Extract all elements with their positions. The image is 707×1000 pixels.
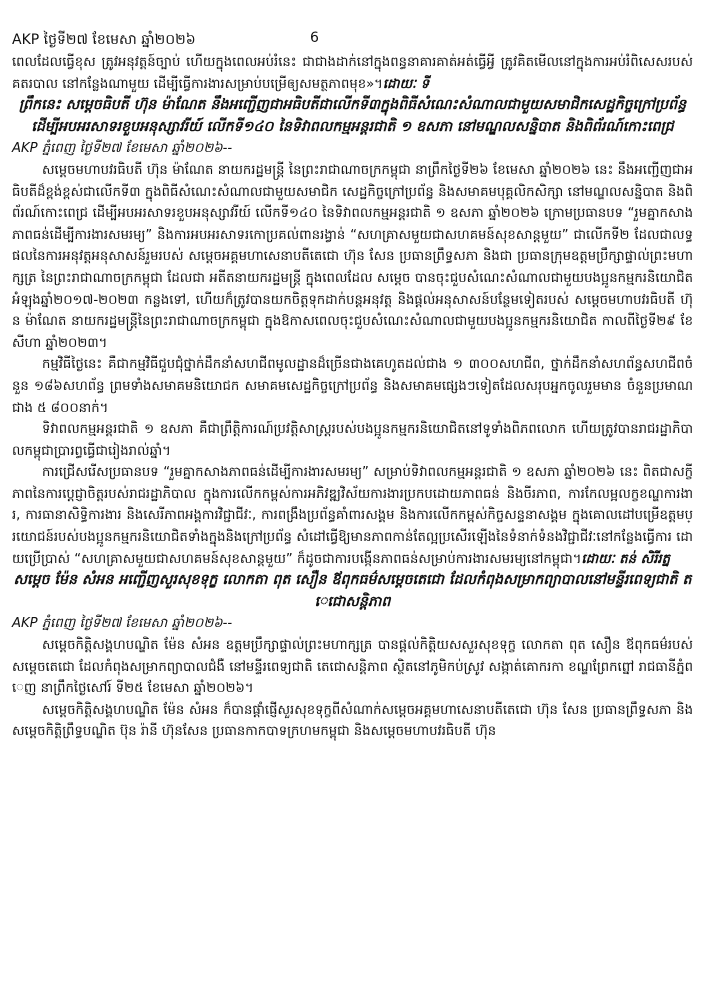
page-number: 6 [310,30,319,46]
article-1-dateline: AKP ភ្នំពេញ ថ្ងៃទី២៧ ខែមេសា ឆ្នាំ២០២៦-- [12,141,233,157]
article-2-paragraph: សម្តេចកិត្តិសង្គហបណ្ឌិត ម៉ែន សំអន ឧត្តមប្រឹក្សាផ្ទាល់ព្រះមហាក្សត្រ បានផ្តល់កិត្តិយសសួរសុខទុក្ខ លោកតា ពុត សឿន ឪពុកធម៌របស់សម្តេចតេជោ ដែលកំពុងសម្រាកព្យាបាលជំងឺ នៅមន្ទីរពេទ្យជាតិ តេជោសន្តិភាព ស្ថិតនៅភូមិកប់ស្រូវ សង្កាត់គោករកា ខណ្ឌព្រែកព្នៅ រាជធានីភ្នំពេញ នាព្រឹកថ្ងៃសៅរ៍ ទី២៥ ខែមេសា ឆ្នាំ២០២៦។ [12,638,693,697]
article-1-paragraph-last [12,462,693,570]
article-1-byline: ដោយៈ តន់ សិរីរត្ន [581,551,670,567]
article-2-paragraph: សម្តេចកិត្តិសង្គហបណ្ឌិត ម៉ែន សំអន ក៏បានផ្តាំផ្ញើសួរសុខទុក្ខពីសំណាក់សម្តេចអគ្គមហាសេនាបតីតេជោ ហ៊ុន សែន ប្រធានព្រឹទ្ធសភា និងសម្តេចកិត្តិព្រឹទ្ធបណ្ឌិត ប៊ុន រ៉ានី ហ៊ុនសែន ប្រធានកាកបាទក្រហមកម្ពុជា និងសម្តេចមហាបវរធិបតី ហ៊ុន [12,702,693,740]
article-1-paragraph-text: ការជ្រើសរើសប្រធានបទ “រួមគ្នាកសាងភាពធន់ដើម្បីការងារសមរម្យ” សម្រាប់ទិវាពលកម្មអន្តរជាតិ ១ ឧសភា ឆ្នាំ២០២៦ នេះ ពិតជាសក្ខីភាពនៃការប្តេជ្ញាចិត្តរបស់រាជរដ្ឋាភិបាល ក្នុងការលើកកម្ពស់ការអភិវឌ្ឍវិស័យការងារប្រកបដោយភាពធន់ និងចីរភាព, ការកែលម្អលក្ខខណ្ឌការងារ, ការធានាសិទ្ធិការងារ និងសេរីភាពអង្គការវិជ្ជាជីវៈ, ការពង្រឹងប្រព័ន្ធគាំពារសង្គម និងការលើកកម្ពស់កិច្ចសន្ទនាសង្គម ក្នុងគោលដៅបម្រើឧត្តមប្រយោជន៍របស់បងប្អូនកម្មករនិយោជិតទាំងក្នុងនិងក្រៅប្រព័ន្ធ សំដៅធ្វើឱ្យមានភាពកាន់តែល្អប្រសើរឡើងនៃទំនាក់ទំនងវិជ្ជាជីវៈនៅកន្លែងធ្វើការ ដោយប្រើប្រាស់ “សហគ្រាសមួយជាសហគមន៍សុខសាន្តមួយ” ក៏ដូចជាការបង្កើនភាពធន់សម្រាប់ការងារសមរម្យនៅកម្ពុជា។ [12,465,693,567]
article-1-paragraph: កម្មវិធីថ្ងៃនេះ គឺជាកម្មវិធីជួបជុំថ្នាក់ដឹកនាំសហជីពមូលដ្ឋានដ៏ច្រើនជាងគេហូតដល់ជាង ១ ៣០០សហជីព, ថ្នាក់ដឹកនាំសហព័ន្ធសហជីពចំនួន ១៨៦សហព័ន្ធ ព្រមទាំងសមាគមនិយោជក សមាគមសេដ្ឋកិច្ចក្រៅប្រព័ន្ធ និងសមាគមផ្សេងៗទៀតដែលសរុបអ្នកចូលរួមមាន ចំនួនប្រមាណជាង ៥ ៨០០នាក់។ [12,357,693,416]
carry-over-paragraph [12,52,693,95]
article-1-paragraph: ទិវាពលកម្មអន្តរជាតិ ១ ឧសភា គឺជាព្រឹត្តិការណ៍ប្រវត្តិសាស្ត្ររបស់បងប្អូនកម្មករនិយោជិតនៅទូទាំងពិភពលោក ហើយត្រូវបានរាជរដ្ឋាភិបាលកម្ពុជាប្រារព្ធធ្វើជារៀងរាល់ឆ្នាំ។ [12,422,693,459]
article-2-dateline: AKP ភ្នំពេញ ថ្ងៃទី២៧ ខែមេសា ឆ្នាំ២០២៦-- [12,616,233,632]
carry-over-byline: ដោយៈ ទី [382,76,430,92]
page-header [12,30,693,52]
carry-over-text: ពេលដែលធ្វើខុស ត្រូវអនុវត្តន៍ច្បាប់ ហើយក្នុងពេលអប់រំនេះ ជាជាងដាក់នៅក្នុងពន្ធនាគារគាត់អត់ធ្វើអ្វី ត្រូវគិតមើលនៅក្នុងការអប់រំពិសេសរបស់គតរបាល នៅកន្លែងណាមួយ ដើម្បីធ្វើការងារសម្រាប់បម្រើឲ្យសមត្ថភាពមុខ»។ [12,55,693,92]
article-2-headline: សម្តេច ម៉ែន សំអន អញ្ជើញសួរសុខទុក្ខ លោកតា ពុត សឿន ឪពុកធម៌សម្តេចតេជោ ដែលកំពុងសម្រាកព្យាបាលនៅមន្ទីរពេទ្យជាតិ តេជោសន្តិភាព [13,572,692,610]
article-1-headline: ព្រឹកនេះ សម្តេចធិបតី ហ៊ុន ម៉ាណែត នឹងអញ្ជើញជាអធិបតីជាលើកទី៣ក្នុងពិធីសំណេះសំណាលជាមួយសមាជិកសេដ្ឋកិច្ចក្រៅប្រព័ន្ធ ដើម្បីអបអរសាទរខួបអនុស្សាវរីយ៍ លើកទី១៤០ នៃទិវាពលកម្មអន្តរជាតិ ១ ឧសភា នៅមណ្ឌលសន្និបាត និងពិព័រណ៍កោះពេជ្រ [18,97,687,135]
article-1-paragraph: សម្តេចមហាបវរធិបតី ហ៊ុន ម៉ាណែត នាយករដ្ឋមន្ត្រី នៃព្រះរាជាណាចក្រកម្ពុជា នាព្រឹកថ្ងៃទី២៦ ខែមេសា ឆ្នាំ២០២៦ នេះ នឹងអញ្ជើញជាអធិបតីដ៏ខ្ពង់ខ្ពស់ជាលើកទី៣ ក្នុងពិធីសំណេះសំណាលជាមួយសមាជិក សេដ្ឋកិច្ចក្រៅប្រព័ន្ធ និងសមាគមបុគ្គលិកសិក្សា នៅមណ្ឌលសន្និបាត និងពិព័រណ៍កោះពេជ្រ ដើម្បីអបអរសាទរខួបអនុស្សាវរីយ៍ លើកទី១៤០ នៃទិវាពលកម្មអន្តរជាតិ ១ ឧសភា ឆ្នាំ២០២៦ ក្រោមប្រធានបទ “រួមគ្នាកសាងភាពធន់ដើម្បីការងារសមរម្យ” និងការអបអរសាទរកោប្រគល់ពានរង្វាន់ “សហគ្រាសមួយជាសហគមន៍សុខសាន្តមួយ” ជាលើកទី២ ដែលជាលទ្ធផលនៃការអនុវត្តអនុសាសន៍រួមរបស់ សម្តេចអគ្គមហាសេនាបតីតេជោ ហ៊ុន សែន ប្រធានព្រឹទ្ធសភា និងជា ប្រធានក្រុមឧត្តមប្រឹក្សាផ្ទាល់ព្រះមហាក្សត្រ នៃព្រះរាជាណាចក្រកម្ពុជា ដែលជា អតីតនាយករដ្ឋមន្ត្រី ក្នុងពេលដែល សម្តេច បានចុះជួបសំណេះសំណាលជាមួយបងប្អូនកម្មករនិយោជិតអំឡុងឆ្នាំ២០១៧-២០២៣ កន្លងទៅ, ហើយក៏ត្រូវបានយកចិត្តទុកដាក់បន្តអនុវត្ត និងផ្តល់អនុសាសន៍បន្ថែមទៀតរបស់ សម្តេចមហាបវរធិបតី ហ៊ុន ម៉ាណែត នាយករដ្ឋមន្ត្រីនៃព្រះរាជាណាចក្រកម្ពុជា ក្នុងឱកាសពេលចុះជួបសំណេះសំណាលជាមួយបងប្អូនកម្មករនិយោជិត កាលពីថ្ងៃទី២៩ ខែសីហា ឆ្នាំ២០២៣។ [12,162,693,351]
header-source-date: AKP ថ្ងៃទី២៧ ខែមេសា ឆ្នាំ២០២៦ [12,32,196,48]
